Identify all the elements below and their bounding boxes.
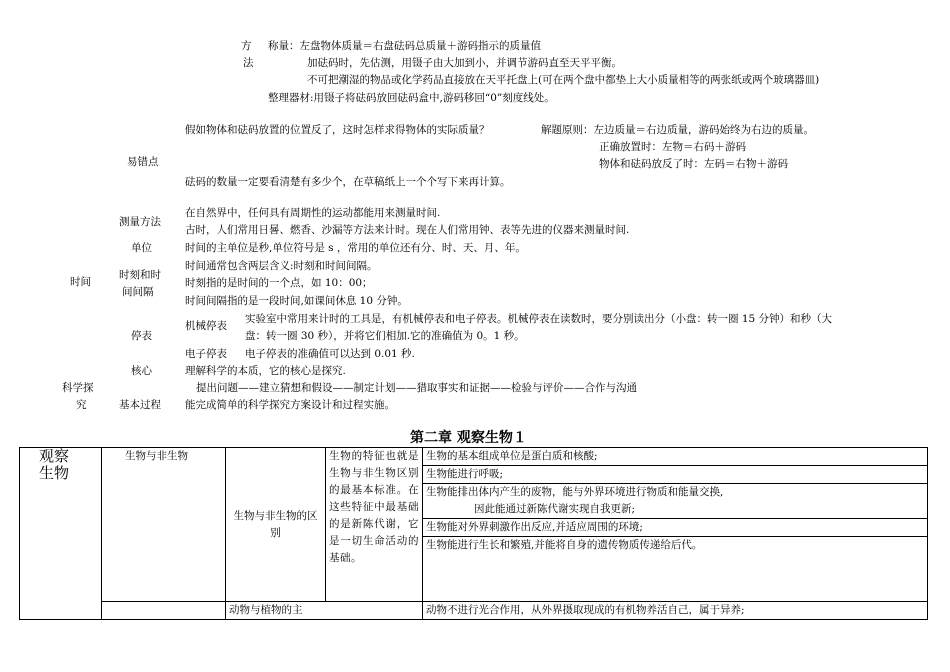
method-line: 加砝码时，先估测，用镊子由大加到小，并调节游码直至天平平衡。	[307, 57, 622, 69]
error-correct: 正确放置时：左物＝右码＋游码	[599, 141, 746, 153]
time-moment-line: 时间通常包含两层含义:时刻和时间间隔。	[185, 260, 378, 272]
time-mech-line: 盘：转一圈 30 秒），并将它们相加.它的准确值为 0。1 秒。	[245, 330, 525, 342]
table-cell	[226, 448, 326, 602]
time-unit-label: 单位	[131, 242, 152, 254]
inquiry-process-line: 能完成简单的科学探究方案设计和过程实施。	[185, 399, 395, 411]
last-row-label: 动物与植物的主	[229, 604, 303, 616]
table-cell	[102, 602, 226, 620]
table-cell	[423, 602, 928, 620]
table-row	[20, 448, 928, 466]
feature-subtext: 因此能通过新陈代谢实现自我更新;	[474, 503, 636, 515]
feature-text: 生物能进行生长和繁殖,并能将自身的遗传物质传递给后代。	[426, 539, 703, 551]
time-measure-label: 测量方法	[119, 216, 161, 228]
table-cell	[226, 602, 423, 620]
time-moment-line: 时间间隔指的是一段时间,如课间休息 10 分钟。	[185, 295, 408, 307]
method-label-2: 法	[243, 57, 254, 69]
time-measure-line: 在自然界中，任何具有周期性的运动都能用来测量时间.	[185, 207, 441, 219]
table-cell	[423, 484, 928, 519]
time-label: 时间	[70, 276, 91, 288]
method-label-1: 方	[241, 40, 252, 52]
last-row-text: 动物不进行光合作用，从外界摄取现成的有机物养活自己，属于异养;	[426, 604, 745, 616]
time-unit-text: 时间的主单位是秒,单位符号是 s ，常用的单位还有分、时、天、月、年。	[185, 242, 526, 254]
col4-text: 生物的特征也就是生物与非生物区别的最基本标准。在这些特征中最基础的是新陈代谢，它是一切生命活动的基础。	[329, 450, 419, 564]
method-line: 整理器材:用镊子将砝码放回砝码盒中,游码移回“0”刻度线处。	[268, 92, 555, 104]
inquiry-process-line: 提出问题——建立猜想和假设——制定计划——猎取事实和证据——检验与评价——合作与沟通	[196, 382, 637, 394]
chapter-title: 第二章 观察生物１	[410, 430, 527, 446]
inquiry-label: 究	[76, 399, 87, 411]
time-moment-label: 间间隔	[122, 286, 154, 298]
time-mech-line: 实验室中常用来计时的工具是，有机械停表和电子停表。机械停表在读数时，要分别读出分（小盘：转一圈 15 分钟）和秒（大	[245, 313, 833, 325]
table-cell	[20, 448, 102, 620]
inquiry-core-label: 核心	[131, 365, 152, 377]
feature-text: 生物的基本组成单位是蛋白质和核酸;	[426, 450, 598, 462]
error-count: 砝码的数量一定要看清楚有多少个，在草稿纸上一个个写下来再计算。	[185, 176, 511, 188]
error-question: 假如物体和砝码放置的位置反了，这时怎样求得物体的实际质量？	[185, 124, 490, 136]
time-elec-text: 电子停表的准确值可以达到 0.01 秒.	[245, 348, 415, 360]
error-principle: 解题原则：左边质量＝右边质量，游码始终为右边的质量。	[541, 124, 814, 136]
inquiry-core-text: 理解科学的本质，它的核心是探究.	[185, 365, 346, 377]
table-cell	[423, 537, 928, 602]
table-cell	[423, 466, 928, 484]
table-cell	[423, 448, 928, 466]
table-cell	[102, 448, 226, 602]
table-cell	[423, 519, 928, 537]
error-label: 易错点	[127, 156, 159, 168]
feature-text: 生物能排出体内产生的废物，能与外界环境进行物质和能量交换,	[426, 486, 724, 498]
col1-text: 观察	[39, 447, 70, 465]
error-reversed: 物体和砝码放反了时：左码＝右物＋游码	[599, 158, 788, 170]
inquiry-process-label: 基本过程	[119, 399, 161, 411]
time-moment-line: 时刻指的是时间的一个点，如 10：00；	[185, 277, 373, 289]
method-line: 称量：左盘物体质量＝右盘砝码总质量＋游码指示的质量值	[268, 40, 541, 52]
feature-text: 生物能对外界刺激作出反应,并适应周围的环境;	[426, 521, 643, 533]
feature-text: 生物能进行呼吸;	[426, 468, 504, 480]
time-measure-line: 古时，人们常用日晷、燃香、沙漏等方法来计时。现在人们常用钟、表等先进的仪器来测量时间.	[185, 224, 630, 236]
method-line: 不可把潮湿的物品或化学药品直接放在天平托盘上(可在两个盘中都垫上大小质量相等的两张纸或两个玻璃器皿)	[307, 74, 820, 86]
time-moment-label: 时刻和时	[119, 269, 161, 281]
col3-text: 生物与非生物的区别	[233, 509, 318, 539]
inquiry-label: 科学探	[62, 382, 94, 394]
chapter-table	[19, 447, 928, 620]
time-elec-label: 电子停表	[185, 348, 227, 360]
col2-text: 生物与非生物	[125, 450, 188, 462]
table-row	[20, 602, 928, 620]
col1-text: 生物	[39, 464, 70, 482]
table-cell	[326, 448, 423, 602]
time-mech-label: 机械停表	[185, 320, 227, 332]
time-stopwatch-label: 停表	[131, 330, 152, 342]
